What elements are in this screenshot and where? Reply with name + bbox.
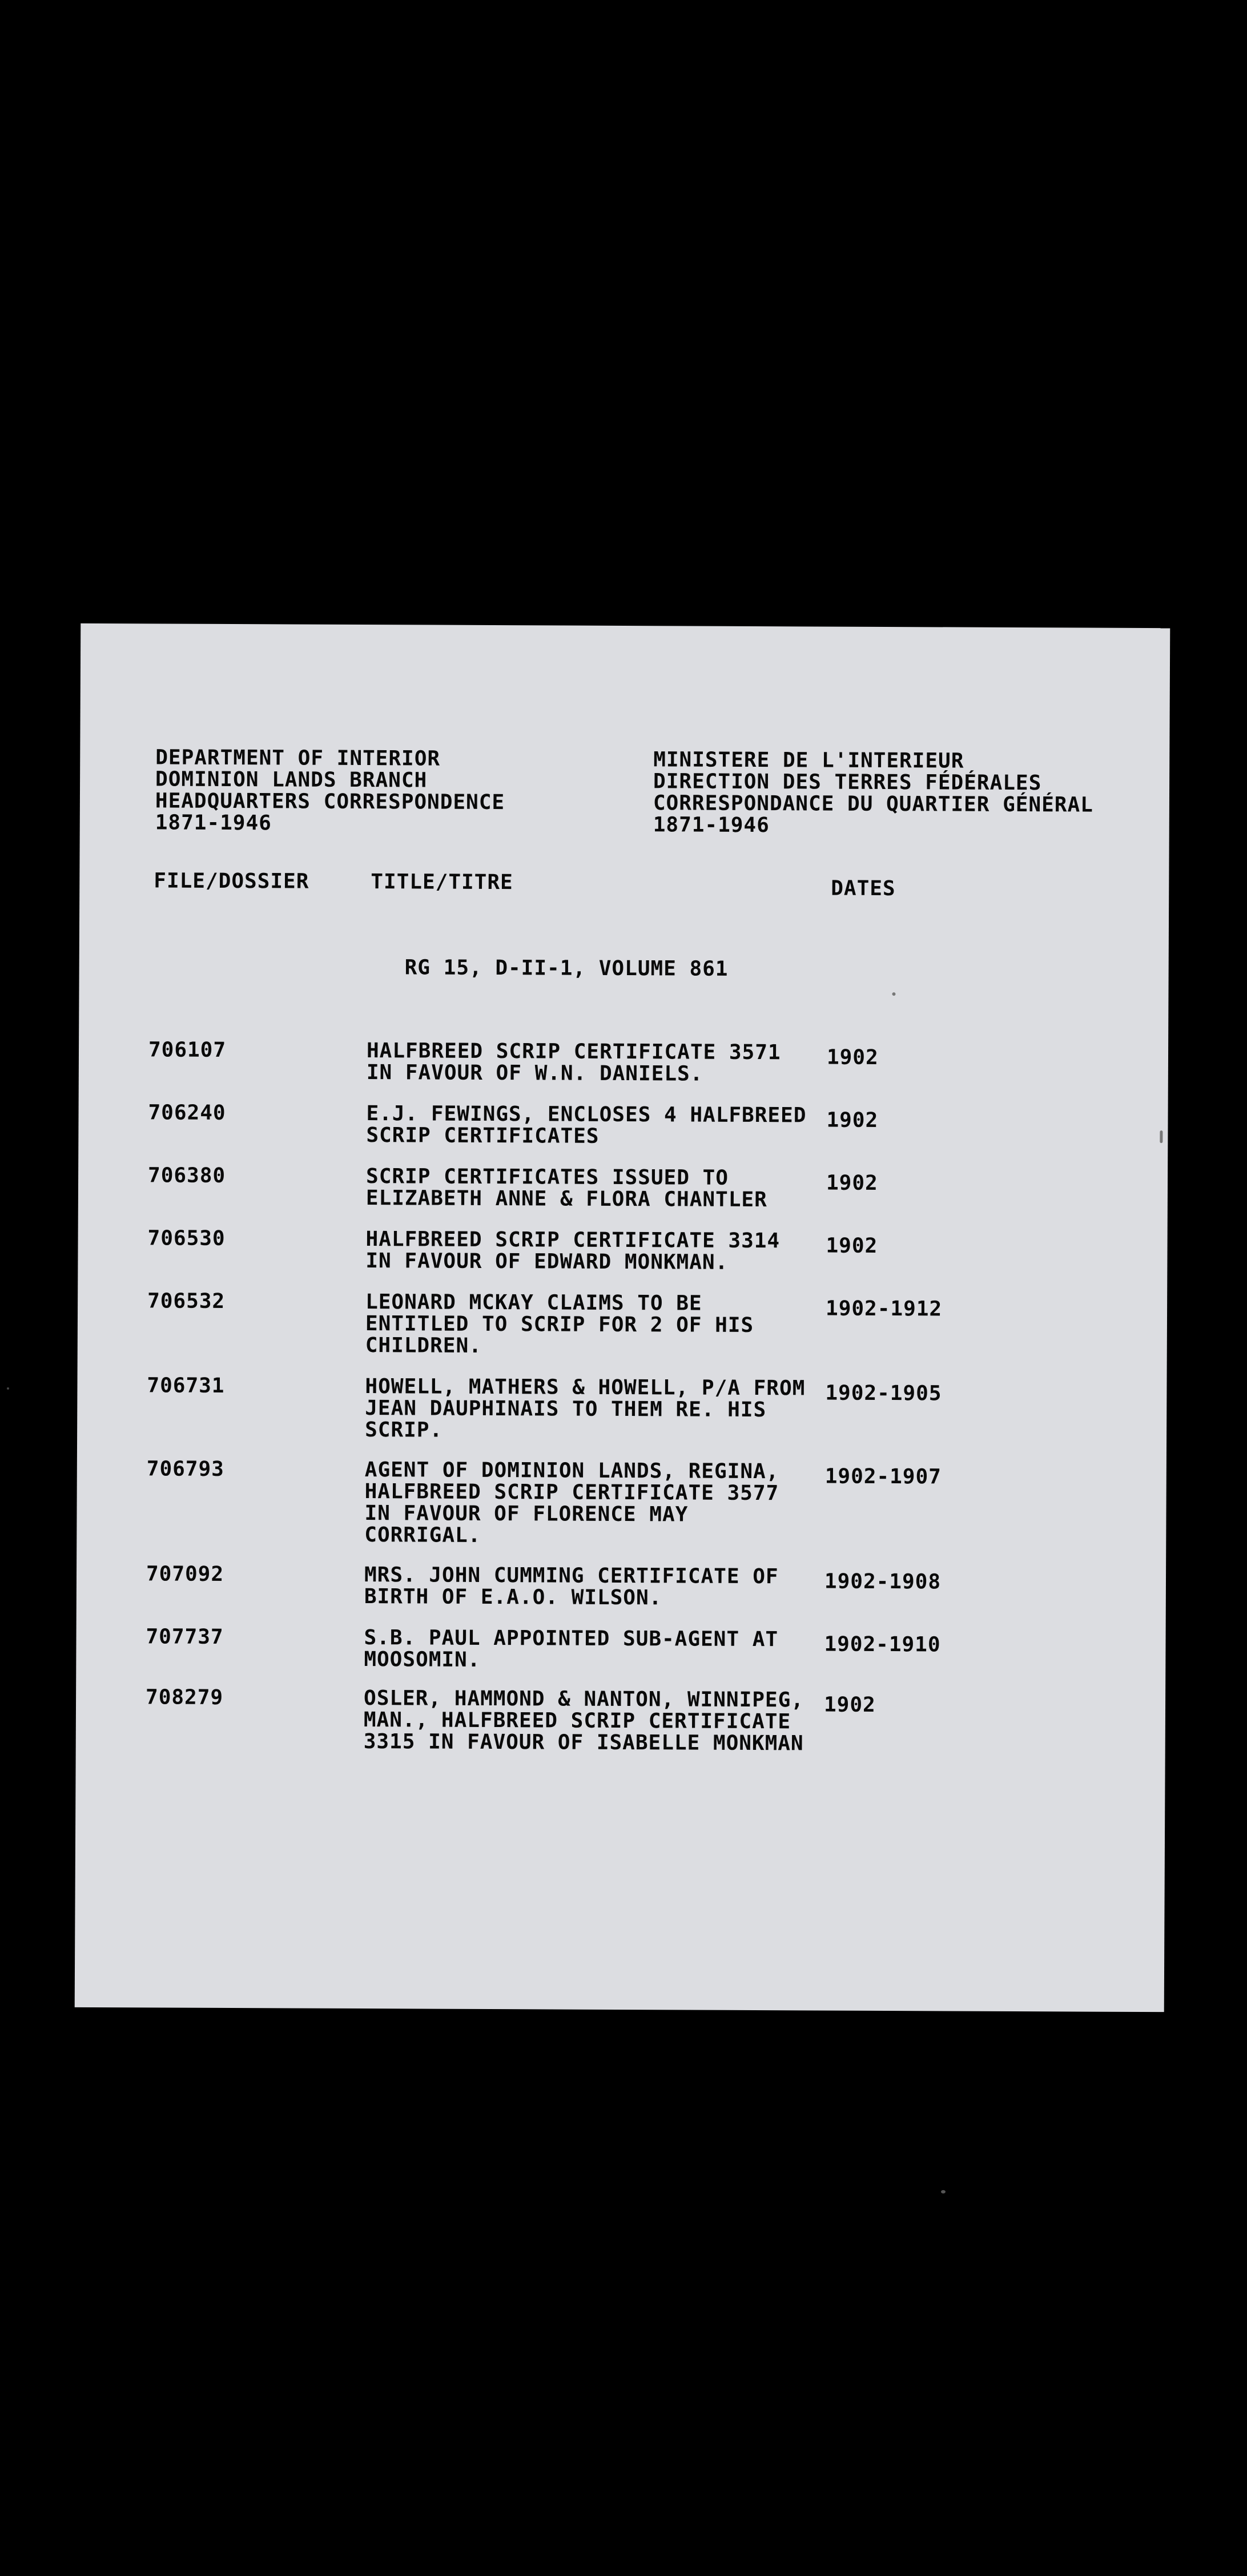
header-french-line: CORRESPONDANCE DU QUARTIER GÉNÉRAL: [653, 791, 1093, 817]
title-line: LEONARD MCKAY CLAIMS TO BE: [365, 1290, 702, 1315]
volume-reference: RG 15, D-II-1, VOLUME 861: [404, 956, 729, 981]
header-french-line: 1871-1946: [653, 813, 770, 838]
title-line: ENTITLED TO SCRIP FOR 2 OF HIS: [365, 1312, 754, 1338]
column-header-title: TITLE/TITRE: [371, 870, 513, 895]
title-line: E.J. FEWINGS, ENCLOSES 4 HALFBREED: [366, 1102, 807, 1128]
list-item: [78, 1289, 1167, 1358]
list-item: [77, 1562, 1166, 1610]
entry-title: [365, 1229, 780, 1274]
list-item: [77, 1457, 1166, 1547]
title-line: CORRIGAL.: [364, 1523, 481, 1547]
entry-title: [367, 1040, 781, 1085]
dust-speck: [7, 1387, 9, 1390]
arrow-right-icon: [1, 1044, 58, 1095]
title-line: JEAN DAUPHINAIS TO THEM RE. HIS: [365, 1396, 767, 1422]
title-line: 3315 IN FAVOUR OF ISABELLE MONKMAN: [363, 1730, 804, 1756]
entry-dates: 1902-1910: [824, 1632, 941, 1657]
title-line: MOOSOMIN.: [364, 1648, 481, 1672]
list-item: [76, 1685, 1165, 1756]
title-line: IN FAVOUR OF EDWARD MONKMAN.: [365, 1249, 729, 1274]
header-french-line: MINISTERE DE L'INTERIEUR: [653, 748, 964, 773]
header-english-line: 1871-1946: [155, 811, 272, 835]
entry-dates: 1902: [826, 1108, 879, 1132]
ink-speck: [892, 992, 895, 996]
column-header-file: FILE/DOSSIER: [154, 869, 309, 893]
title-line: HALFBREED SCRIP CERTIFICATE 3577: [364, 1480, 779, 1506]
dust-speck: [941, 2190, 946, 2193]
list-item: [79, 1038, 1168, 1086]
column-header-dates: DATES: [831, 876, 896, 901]
title-line: HALFBREED SCRIP CERTIFICATE 3314: [365, 1227, 781, 1253]
file-number: 706530: [147, 1226, 226, 1250]
title-line: SCRIP CERTIFICATES ISSUED TO: [365, 1165, 729, 1190]
title-line: OSLER, HAMMOND & NANTON, WINNIPEG,: [363, 1687, 804, 1712]
entry-dates: 1902-1908: [824, 1569, 942, 1594]
title-line: IN FAVOUR OF FLORENCE MAY: [364, 1502, 689, 1527]
title-line: HOWELL, MATHERS & HOWELL, P/A FROM: [365, 1375, 806, 1400]
file-number: 706793: [146, 1457, 224, 1481]
file-number: 706380: [147, 1164, 226, 1188]
list-item: [78, 1226, 1168, 1274]
entry-dates: 1902: [826, 1234, 878, 1258]
title-line: IN FAVOUR OF W.N. DANIELS.: [366, 1061, 703, 1086]
entry-title: [364, 1564, 779, 1609]
title-line: MRS. JOHN CUMMING CERTIFICATE OF: [364, 1563, 779, 1589]
header-french-line: DIRECTION DES TERRES FÉDÉRALES: [653, 770, 1042, 795]
entry-dates: 1902-1907: [824, 1464, 942, 1489]
file-number: 708279: [146, 1685, 224, 1709]
title-line: AGENT OF DOMINION LANDS, REGINA,: [364, 1458, 779, 1484]
entry-dates: 1902-1905: [825, 1381, 942, 1406]
file-number: 706107: [148, 1038, 227, 1062]
entry-title: [366, 1103, 806, 1148]
entry-title: [364, 1627, 778, 1672]
header-english-line: HEADQUARTERS CORRESPONDENCE: [155, 789, 505, 815]
entry-dates: 1902: [823, 1693, 876, 1717]
file-number: 707092: [146, 1562, 224, 1586]
header-french: [653, 749, 1094, 838]
title-line: MAN., HALFBREED SCRIP CERTIFICATE: [363, 1708, 791, 1734]
title-line: S.B. PAUL APPOINTED SUB-AGENT AT: [364, 1626, 779, 1652]
document-page: [75, 623, 1170, 2012]
file-number: 706532: [147, 1289, 226, 1313]
file-number: 706240: [148, 1101, 226, 1125]
title-line: BIRTH OF E.A.O. WILSON.: [364, 1585, 662, 1610]
header-english-line: DEPARTMENT OF INTERIOR: [155, 746, 441, 771]
ink-speck: [1160, 1130, 1162, 1143]
title-line: SCRIP.: [365, 1418, 443, 1442]
file-number: 707737: [146, 1625, 224, 1649]
title-line: ELIZABETH ANNE & FLORA CHANTLER: [365, 1186, 767, 1212]
entry-dates: 1902: [826, 1171, 878, 1195]
entry-dates: 1902-1912: [825, 1297, 943, 1321]
entry-title: [365, 1291, 754, 1358]
header-english: [155, 747, 505, 835]
entry-title: [364, 1459, 779, 1548]
header-english-line: DOMINION LANDS BRANCH: [155, 767, 428, 792]
entry-title: [364, 1688, 804, 1754]
list-item: [77, 1625, 1166, 1672]
entry-title: [366, 1166, 767, 1211]
title-line: HALFBREED SCRIP CERTIFICATE 3571: [366, 1039, 781, 1065]
title-line: CHILDREN.: [365, 1334, 482, 1358]
entry-title: [365, 1376, 805, 1443]
title-line: SCRIP CERTIFICATES: [366, 1124, 600, 1148]
list-item: [79, 1101, 1168, 1148]
list-item: [78, 1374, 1167, 1442]
file-number: 706731: [147, 1374, 225, 1398]
list-item: [78, 1164, 1168, 1212]
entry-dates: 1902: [826, 1045, 879, 1069]
